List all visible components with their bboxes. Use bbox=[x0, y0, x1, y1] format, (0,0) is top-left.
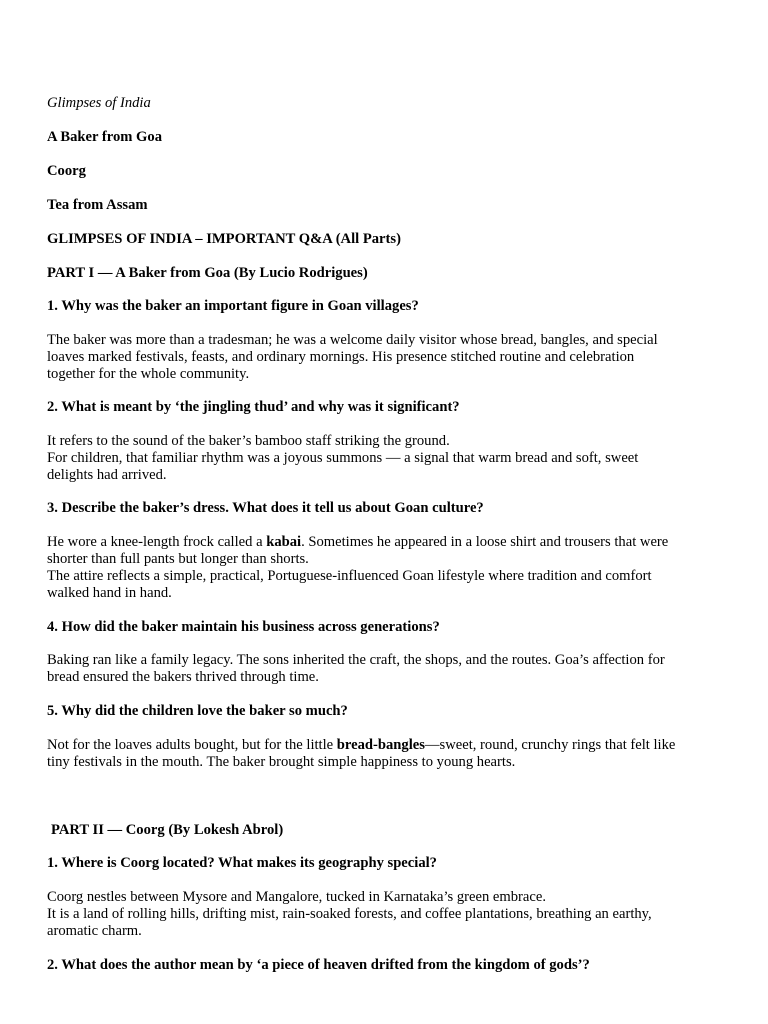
part1-question-4: 4. How did the baker maintain his business across generations? bbox=[47, 619, 440, 635]
chapter-2-title: Coorg bbox=[47, 163, 86, 179]
part1-answer-3 bbox=[47, 534, 737, 602]
part1-question-2: 2. What is meant by ‘the jingling thud’ and why was it significant? bbox=[47, 399, 460, 415]
part2-heading: PART II — Coorg (By Lokesh Abrol) bbox=[51, 822, 284, 838]
answer-text: He wore a knee-length frock called a bbox=[47, 534, 267, 550]
answer-text: . Sometimes he appeared in a loose shirt and trousers that were bbox=[301, 534, 669, 550]
answer-line: The attire reflects a simple, practical, Portuguese-influenced Goan lifestyle where tradition and comfort bbox=[47, 568, 652, 584]
answer-line bbox=[47, 534, 737, 551]
answer-line bbox=[47, 737, 737, 754]
answer-line: It refers to the sound of the baker’s bamboo staff striking the ground. bbox=[47, 433, 450, 449]
answer-line: It is a land of rolling hills, drifting mist, rain-soaked forests, and coffee plantations, breathing an earthy, bbox=[47, 906, 652, 922]
answer-line: aromatic charm. bbox=[47, 923, 142, 939]
part1-question-5: 5. Why did the children love the baker so much? bbox=[47, 703, 348, 719]
answer-line: tiny festivals in the mouth. The baker brought simple happiness to young hearts. bbox=[47, 754, 516, 770]
answer-line: delights had arrived. bbox=[47, 467, 167, 483]
part1-answer-4 bbox=[47, 652, 737, 686]
answer-line: walked hand in hand. bbox=[47, 585, 172, 601]
answer-line: For children, that familiar rhythm was a joyous summons — a signal that warm bread and soft, sweet bbox=[47, 450, 639, 466]
answer-line: together for the whole community. bbox=[47, 366, 250, 382]
part1-answer-2 bbox=[47, 433, 737, 484]
intro-title: Glimpses of India bbox=[47, 95, 151, 111]
part2-question-2: 2. What does the author mean by ‘a piece of heaven drifted from the kingdom of gods’? bbox=[47, 957, 590, 973]
part1-question-3: 3. Describe the baker’s dress. What does it tell us about Goan culture? bbox=[47, 500, 484, 516]
part2-answer-1 bbox=[47, 889, 737, 940]
main-heading: GLIMPSES OF INDIA – IMPORTANT Q&A (All Parts) bbox=[47, 231, 401, 247]
part1-question-1: 1. Why was the baker an important figure in Goan villages? bbox=[47, 298, 419, 314]
answer-line: loaves marked festivals, feasts, and ordinary mornings. His presence stitched routine and celebration bbox=[47, 349, 635, 365]
part1-answer-1 bbox=[47, 332, 737, 383]
answer-text: —sweet, round, crunchy rings that felt like bbox=[424, 737, 676, 753]
term-bread-bangles: bread-bangles bbox=[336, 737, 425, 753]
term-kabai: kabai bbox=[266, 534, 302, 550]
answer-text: Not for the loaves adults bought, but for the little bbox=[47, 737, 337, 753]
answer-line: shorter than full pants but longer than shorts. bbox=[47, 551, 309, 567]
answer-line: The baker was more than a tradesman; he was a welcome daily visitor whose bread, bangles, and special bbox=[47, 332, 658, 348]
part1-heading: PART I — A Baker from Goa (By Lucio Rodrigues) bbox=[47, 265, 368, 281]
answer-line: bread ensured the bakers thrived through time. bbox=[47, 669, 319, 685]
answer-line: Baking ran like a family legacy. The sons inherited the craft, the shops, and the routes. Goa’s affection for bbox=[47, 652, 665, 668]
chapter-3-title: Tea from Assam bbox=[47, 197, 148, 213]
answer-line: Coorg nestles between Mysore and Mangalore, tucked in Karnataka’s green embrace. bbox=[47, 889, 546, 905]
part2-question-1: 1. Where is Coorg located? What makes its geography special? bbox=[47, 855, 437, 871]
chapter-1-title: A Baker from Goa bbox=[47, 129, 162, 145]
part1-answer-5 bbox=[47, 737, 737, 771]
